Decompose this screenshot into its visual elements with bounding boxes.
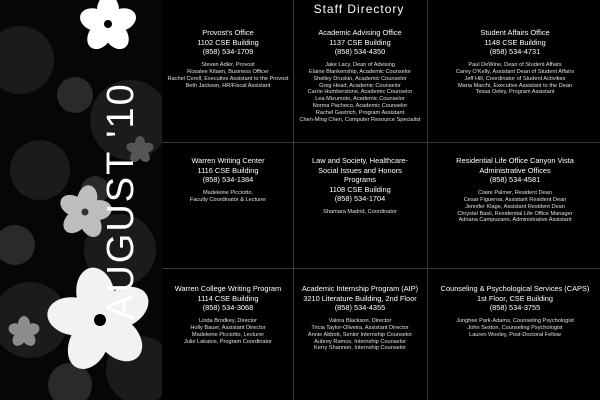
staff-member: Carrie Humberstone, Academic Counselor (307, 89, 413, 96)
staff-member: Jennifer Klage, Assistant Resident Dean (465, 203, 565, 210)
staff-member: Chrystal Basil, Residential Life Office Manager (457, 210, 573, 217)
staff-member: Maria Marchi, Executive Assistant to the Dean (457, 82, 573, 89)
staff-member: Norma Pacheco, Academic Counselor (312, 103, 408, 110)
staff-member: Steven Adler, Provost (201, 61, 255, 68)
staff-list (430, 62, 600, 97)
office-cell-caps (430, 284, 600, 339)
office-name: Academic Internship Program (AIP) (301, 284, 419, 293)
directory-grid (162, 22, 600, 400)
staff-member: Linda Brodkey, Director (198, 317, 258, 324)
office-cell-law-society (294, 156, 426, 216)
staff-member: Aubrey Ramos, Internship Counselor (314, 338, 406, 345)
staff-member: Adriana Campuzano, Administrative Assistant (458, 217, 572, 224)
staff-member: Shamara Madrid, Coordinator (323, 208, 397, 215)
office-location: 1148 CSE Building (484, 37, 546, 47)
office-location: 1102 CSE Building (197, 37, 259, 47)
staff-member: Junghee Park-Adams, Counseling Psychologist (456, 317, 574, 324)
staff-member: Lea Mizumoto, Academic Counselor (315, 96, 405, 103)
office-cell-residential-life (430, 156, 600, 224)
staff-member: Claire Palmer, Resident Dean (478, 189, 552, 196)
floral-sidebar (0, 0, 162, 400)
staff-list (294, 62, 426, 124)
staff-member: Jeff Hill, Coordinator of Student Activities (464, 75, 566, 82)
staff-member: Julie Lakatos, Program Coordinator (184, 338, 272, 345)
staff-list (294, 209, 426, 216)
office-phone: (858) 534-4355 (334, 303, 386, 313)
office-phone: (858) 534-1709 (202, 47, 254, 57)
office-name: Student Affairs Office (480, 28, 550, 37)
staff-member: Chen-Ming Chen, Computer Resource Specialist (299, 117, 421, 124)
staff-list (430, 190, 600, 225)
office-cell-college-writing (162, 284, 294, 345)
staff-list (430, 318, 600, 339)
staff-list (294, 318, 426, 353)
staff-member: Paul DeWine, Dean of Student Affairs (468, 61, 562, 68)
office-location: 1st Floor, CSE Building (477, 293, 553, 303)
staff-list (162, 318, 294, 346)
staff-member: Jake Lacy, Dean of Advising (325, 61, 395, 68)
office-location: 1114 CSE Building (197, 293, 259, 303)
staff-member: Madeleine Picciotto, (202, 189, 254, 196)
office-cell-provost (162, 28, 294, 89)
grid-divider (427, 0, 428, 400)
staff-member: Elaine Blankenship, Academic Counselor (309, 68, 411, 75)
office-name: Counseling & Psychological Services (CAPS) (440, 284, 590, 293)
staff-member: Cesar Figueroa, Assistant Resident Dean (463, 196, 567, 203)
staff-member: Annie Abbott, Senior Internship Counselor (307, 331, 413, 338)
staff-member: Tessa Ooley, Program Assistant (475, 89, 555, 96)
staff-member: Shelley Druskin, Academic Counselor (313, 75, 407, 82)
staff-member: Valora Blackson, Director (328, 317, 392, 324)
grid-divider (162, 268, 600, 269)
staff-member: Faculty Coordinator & Lecturer (189, 196, 267, 203)
grid-divider (162, 142, 600, 143)
office-phone: (858) 534-4350 (334, 47, 386, 57)
staff-member: Rachel Corell, Executive Assistant to the Provost (167, 75, 289, 82)
office-location: 3210 Literature Building, 2nd Floor (303, 293, 417, 303)
staff-member: Holly Bauer, Assistant Director (190, 324, 266, 331)
office-cell-writing-center (162, 156, 294, 204)
office-cell-student-affairs (430, 28, 600, 96)
staff-member: Carey O'Kelly, Assistant Dean of Student Affairs (455, 68, 575, 75)
office-phone: (858) 534-1384 (202, 175, 254, 185)
office-name: Warren Writing Center (191, 156, 265, 165)
staff-member: Rosalee Kitaen, Business Officer (187, 68, 269, 75)
office-name: Law and Society, Healthcare-Social Issues and Honors Programs (312, 156, 408, 185)
office-phone: (858) 534-4581 (489, 175, 541, 185)
page-title: Staff Directory (313, 2, 405, 16)
staff-member: Rachel Gastrich, Program Assistant (315, 110, 405, 117)
office-phone: (858) 534-1704 (334, 194, 386, 204)
staff-list (162, 62, 294, 90)
office-cell-internship-program (294, 284, 426, 352)
office-name: Academic Advising Office (318, 28, 402, 37)
staff-member: Lauren Wooley, Post-Doctoral Fellow (469, 331, 561, 338)
office-phone: (858) 534-3755 (489, 303, 541, 313)
month-label: AUGUST '10 (100, 82, 142, 320)
office-location: 1137 CSE Building (329, 37, 391, 47)
staff-member: Kerry Shannon, Internship Counselor (313, 345, 407, 352)
office-name: Provost's Office (202, 28, 254, 37)
staff-member: Greg Head, Academic Counselor (319, 82, 401, 89)
staff-member: Madeleine Picciotto, Lecturer (191, 331, 265, 338)
staff-list (162, 190, 294, 204)
office-name: Residential Life Office Canyon Vista Administrative Offices (456, 156, 574, 175)
staff-member: Tricia Taylor-Oliveira, Assistant Director (311, 324, 409, 331)
staff-member: John Sexton, Counseling Psychologist (467, 324, 563, 331)
office-name: Warren College Writing Program (174, 284, 282, 293)
office-phone: (858) 534-4731 (489, 47, 541, 57)
office-location: 1108 CSE Building (329, 184, 391, 194)
office-cell-academic-advising (294, 28, 426, 124)
office-phone: (858) 534-3068 (202, 303, 254, 313)
office-location: 1116 CSE Building (197, 165, 259, 175)
staff-member: Beth Jackson, HR/Fiscal Assistant (185, 82, 271, 89)
